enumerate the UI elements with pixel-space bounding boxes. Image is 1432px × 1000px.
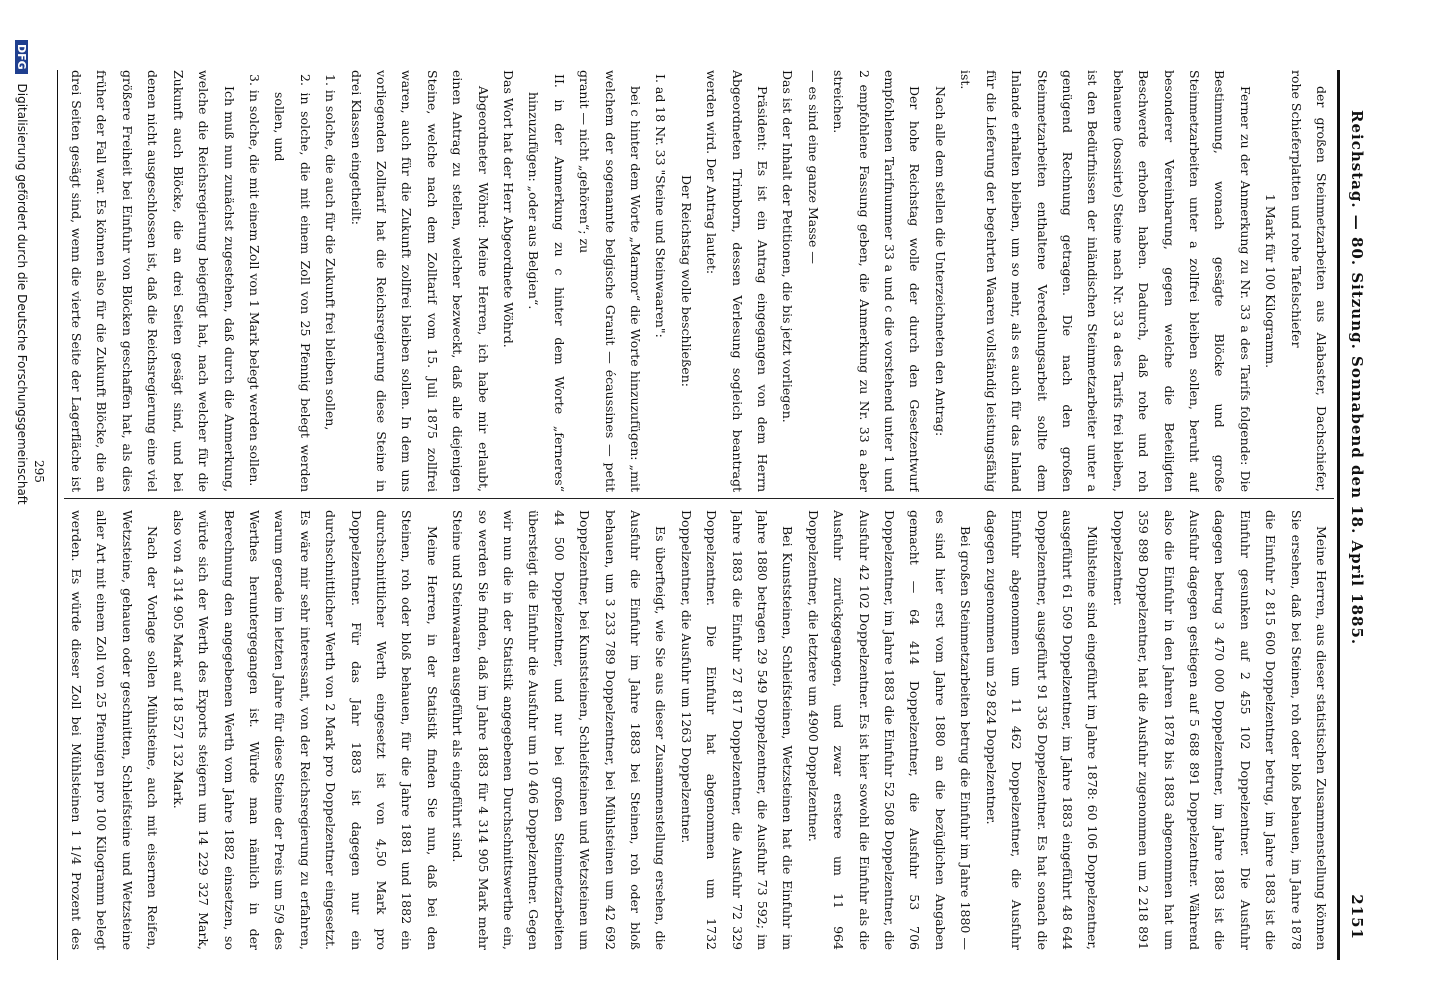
paragraph: Der hohe Reichstag wolle der durch den Gesetzentwurf empfohlenen Tarifnummer 33 a und c die vorstehend unter 1 und 2 empfohlene Fassung geben, die Anmerkung zu Nr. 33 a aber streichen. — [831, 70, 923, 492]
footer-rule — [57, 70, 58, 960]
paragraph: II. in der Anmerkung zu c hinter dem Worte „ferneres“ hinzuzufügen: „oder aus Belgien“. — [526, 74, 567, 492]
column-divider — [64, 498, 1334, 499]
paragraph: 1. in solche, die auch für die Zukunft frei bleiben sollen, — [323, 74, 339, 431]
dfg-logo: DFG — [15, 40, 28, 74]
paragraph: 2. in solche, die mit einem Zoll von 25 Pfennig belegt werden sollen, und — [272, 74, 313, 492]
paragraph: Ich muß nun zunächst zugestehen, daß durch die Anmerkung, welche die Reichsregierung beigefügt hat, nach welcher für die Zukunft auch Blöcke, die an drei Seiten gesägt sind, und bei denen nicht ausgeschlossen ist, daß die Reichsregierung eine viel größere Freiheit bei Einfuhr von Blöcken geschaffen hat, als dies früher der Fall war. Es können also für die Zukunft Blöcke, die an drei Seiten gesägt sind, wenn die vierte Seite der Lagerfläche ist — [69, 70, 237, 492]
paragraph: Meine Herren, in der Statistik finden Sie nun, daß bei den Steinen, roh oder bloß behauen, für die Jahre 1881 und 1882 ein durchschnittlicher Werth eingesetzt ist von 4,50 Mark pro Doppelzentner. Für das Jahr 1883 ist dagegen nur ein durchschnittlicher Werth von 2 Mark pro Doppelzentner eingesetzt. Es wäre mir sehr interessant, von der Reichsregierung zu erfahren, warum gerade im letzten Jahre für diese Steine der Preis um 5/9 des Werthes heruntergegangen ist. Würde man nämlich in der Berechnung den angegebenen Werth vom Jahre 1882 einsetzen, so würde sich der Werth des Exports steigern um 14 229 327 Mark, also von 4 314 905 Mark auf 18 527 132 Mark. — [170, 510, 440, 950]
header-rule — [1337, 70, 1340, 960]
paragraph: Das ist der Inhalt der Petitionen, die bis jetzt vorliegen. — [780, 70, 796, 423]
header-title: Reichstag. — 80. Sitzung. Sonnabend den 18. April 1885. — [1348, 110, 1366, 646]
paragraph: 1 Mark für 100 Kilogramm. — [1263, 193, 1279, 369]
paragraph: Der Reichstag wolle beschließen: — [678, 175, 694, 387]
paragraph: Das Wort hat der Herr Abgeordnete Wöhrd. — [501, 70, 516, 348]
right-column — [64, 510, 1334, 950]
paragraph: I. ad 18 Nr. 33 "Steine und Steinwaaren": — [653, 74, 669, 338]
paragraph: Meine Herren, aus dieser statistischen Zusammenstellung können Sie ersehen, daß bei Steinen, roh oder bloß behauen, im Jahre 1878 die Einfuhr 2 815 600 Doppelzentner betrug, im Jahre 1883 ist die Einfuhr gesunken auf 2 455 102 Doppelzentner. Die Ausfuhr dagegen betrug 3 470 000 Doppelzentner, im Jahre 1883 ist die Ausfuhr dagegen gestiegen auf 5 688 891 Doppelzentner. Während also die Einfuhr in den Jahren 1878 bis 1883 abgenommen hat um 359 898 Doppelzentner, hat die Ausfuhr zugenommen um 2 218 891 Doppelzentner. — [1110, 510, 1329, 950]
paragraph: Nach alle dem stellen die Unterzeichneten den Antrag: — [932, 86, 948, 437]
left-column — [64, 70, 1334, 492]
digitization-note — [15, 40, 29, 505]
paragraph: Ferner zu der Anmerkung zu Nr. 33 a des Tarifs folgende: Die Bestimmung, wonach gesägte Blöcke und große Steinmetzarbeiten unter a zollfrei bleiben sollen, beruht auf besonderer Vereinbarung, gegen welche die Beteiligten Beschwerde erhoben haben. Dadurch, daß rohe und roh behauene (bossirte) Steine nach Nr. 33 a des Tarifs frei bleiben, ist den Bedürfnissen der inländischen Steinmetzarbeiter unter a genügend Rechnung getragen. Die nach den großen Steinmetzarbeiten enthaltene Veredelungsarbeit sollte dem Inlande erhalten bleiben, um so mehr, als es auch für das Inland für die Lieferung der begehrten Waaren vollständig leistungsfähig ist. — [958, 70, 1253, 492]
paragraph: bei c hinter dem Worte „Marmor“ die Worte hinzuzufügen: „mit welchem der sogenannte belgische Granit — écaussines — petit granit — nicht „gehören“; zu — [577, 70, 644, 492]
paragraph: Mühlsteine sind eingeführt im Jahre 1878: 60 106 Doppelzentner, ausgeführt 61 509 Doppelzentner, im Jahre 1883 eingeführt 48 644 Doppelzentner, ausgeführt 91 336 Doppelzentner. Es hat sonach die Einfuhr abgenommen um 11 462 Doppelzentner, die Ausfuhr dagegen zugenommen um 29 824 Doppelzentner. — [983, 510, 1101, 950]
paragraph: Bei großen Steinmetzarbeiten betrug die Einfuhr im Jahre 1880 — es sind hier erst vom Jahre 1880 an die bezüglichen Angaben gemacht — 64 414 Doppelzentner, die Ausfuhr 53 706 Doppelzentner, im Jahre 1883 die Einfuhr 52 508 Doppelzentner, die Ausfuhr 42 102 Doppelzentner. Es ist hier sowohl die Einfuhr als die Ausfuhr zurückgegangen, und zwar erstere um 11 964 Doppelzentner, die letztere um 4900 Doppelzentner. — [805, 510, 974, 950]
paragraph: Es überfteigt, wie Sie aus dieser Zusammenstellung ersehen, die Ausfuhr die Einfuhr im Jahre 1883 bei Steinen, roh oder bloß behauen, um 3 233 789 Doppelzentner, bei Mühlsteinen um 42 692 Doppelzentner, bei Kunststeinen, Schleifsteinen und Wetzsteinen um 44 500 Doppelzentner, und nur bei großen Steinmetzarbeiten übersteigt die Einfuhr die Ausfuhr um 10 406 Doppelzentner. Gegen wir nun die in der Statistik angegebenen Durchschnittswerthe ein, so werden Sie finden, daß im Jahre 1883 für 4 314 905 Mark mehr Steine und Steinwaaren ausgeführt als eingeführt sind. — [450, 510, 669, 950]
paragraph: Abgeordneter Wöhrd: Meine Herren, ich habe mir erlaubt, einen Antrag zu stellen, welcher bezweckt, daß alle diejenigen Steine, welche nach dem Zolltarif vom 15. Juli 1875 zollfrei waren, auch für die Zukunft zollfrei bleiben sollen. In dem uns vorliegenden Zolltarif hat die Reichsregierung diese Steine in drei Klassen eingetheilt: — [348, 70, 491, 492]
paragraph: — es sind eine ganze Masse — — [805, 70, 821, 264]
header-page-number: 2151 — [1348, 894, 1366, 940]
page-number: 295 — [32, 460, 46, 483]
digitization-text: Digitalisierung gefördert durch die Deutsche Forschungsgemeinschaft — [15, 83, 29, 505]
paragraph: 3. in solche, die mit einem Zoll von 1 Mark belegt werden sollen. — [246, 74, 262, 487]
paragraph: Nach der Vorlage sollen Mühlsteine, auch mit eisernen Reifen, Wetzsteine, gehauen oder geschnitten, Schleifsteine und Wetzsteine aller Art mit einem Zoll von 25 Pfennigen pro 100 Kilogramm belegt werden. Es würde dieser Zoll bei Mühlsteinen 1 1/4 Prozent des — [69, 510, 161, 950]
paragraph: Bei Kunststeinen, Schleifsteinen, Wetzsteinen hat die Einfuhr im Jahre 1880 betragen 29 549 Doppelzentner, die Ausfuhr 73 592; im Jahre 1883 die Einfuhr 27 817 Doppelzentner, die Ausfuhr 72 329 Doppelzentner. Die Einfuhr hat abgenommen um 1732 Doppelzentner, die Ausfuhr um 1263 Doppelzentner. — [678, 510, 796, 950]
page-header — [1342, 70, 1372, 940]
paragraph: der großen Steinmetzarbeiten aus Alabaster, Dachschiefer, rohe Schieferplatten und rohe Tafelschiefer — [1288, 70, 1329, 492]
paragraph: Präsident: Es ist ein Antrag eingegangen von dem Herrn Abgeordneten Trimborn, dessen Verlesung sogleich beantragt werden wird. Der Antrag lautet: — [704, 70, 771, 492]
